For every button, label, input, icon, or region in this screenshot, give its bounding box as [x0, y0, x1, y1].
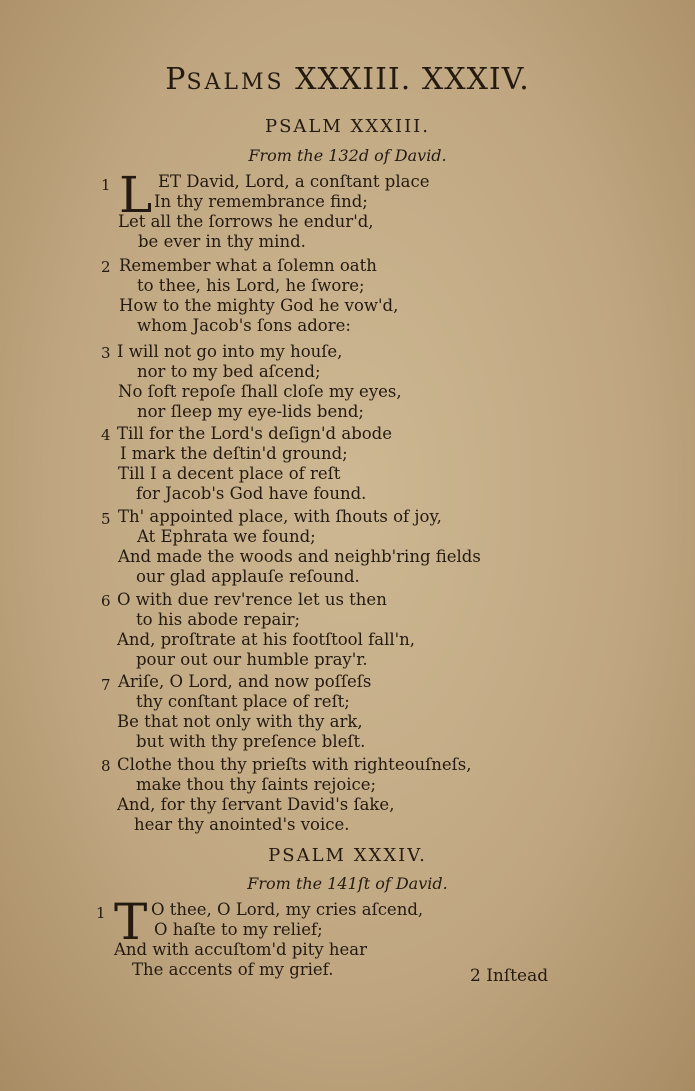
verse-line: for Jacob's God have found. [136, 484, 367, 503]
verse-number: 2 [101, 258, 111, 276]
verse-number: 4 [101, 426, 111, 444]
verse-number: 8 [101, 757, 111, 775]
verse-line: Remember what a ſolemn oath [119, 256, 377, 275]
psalm-33-title: PSALM XXXIII. [264, 116, 431, 137]
verse-line: I will not go into my houſe, [117, 342, 343, 361]
verse-line: In thy remembrance find; [154, 192, 368, 211]
verse-number: 6 [101, 592, 111, 610]
header-prefix-first: P [165, 62, 187, 97]
verse-line: O haſte to my relief; [154, 920, 323, 939]
verse-line: And with accuſtom'd pity hear [114, 940, 368, 959]
catchword: 2 Inſtead [470, 966, 549, 986]
verse-line: to thee, his Lord, he ſwore; [137, 276, 365, 295]
verse-line: At Ephrata we found; [137, 527, 316, 546]
verse-line: How to the mighty God he vow'd, [119, 296, 399, 315]
verse-line: I mark the deſtin'd ground; [120, 444, 348, 463]
verse-number: 7 [101, 676, 111, 694]
drop-cap: L [119, 166, 153, 224]
verse-line: thy conſtant place of reſt; [136, 692, 350, 711]
drop-cap: T [114, 893, 148, 951]
verse-line: O thee, O Lord, my cries aſcend, [151, 900, 424, 919]
verse-line: Be that not only with thy ark, [117, 712, 363, 731]
verse-line: hear thy anointed's voice. [134, 815, 350, 834]
verse-line: And made the woods and neighb'ring fields [118, 547, 481, 566]
verse-line: Clothe thou thy prieſts with righteouſneſs, [117, 755, 472, 774]
verse-line: to his abode repair; [136, 610, 301, 629]
verse-number: 3 [101, 344, 111, 362]
verse-number: 5 [101, 510, 111, 528]
verse-line: pour out our humble pray'r. [136, 650, 368, 669]
verse-line: but with thy preſence bleſt. [136, 732, 366, 751]
verse-line: Till I a decent place of reſt [118, 464, 341, 483]
verse-line: Till for the Lord's deſign'd abode [117, 424, 393, 443]
verse-line: Th' appointed place, with ſhouts of joy, [118, 507, 442, 526]
psalm-34-subtitle: From the 141ſt of David. [247, 874, 448, 893]
verse-line: nor to my bed aſcend; [137, 362, 321, 381]
verse-line: Ariſe, O Lord, and now poſſeſs [118, 672, 372, 691]
verse-line: nor ſleep my eye-lids bend; [137, 402, 364, 421]
verse-line: make thou thy ſaints rejoice; [136, 775, 377, 794]
verse-line: O with due rev'rence let us then [117, 590, 387, 609]
psalm-34-title: PSALM XXXIV. [268, 845, 427, 866]
psalm-33-subtitle: From the 132d of David. [248, 146, 447, 165]
running-header [0, 62, 695, 97]
verse-line: Let all the ſorrows he endur'd, [118, 212, 374, 231]
verse-line: ET David, Lord, a conſtant place [158, 172, 430, 191]
verse-line: No ſoft repoſe ſhall cloſe my eyes, [118, 382, 402, 401]
header-numbers: XXXIII. XXXIV. [295, 62, 530, 97]
verse-number: 1 [101, 176, 111, 194]
verse-line: whom Jacob's ſons adore: [137, 316, 351, 335]
verse-line: be ever in thy mind. [138, 232, 306, 251]
verse-line: The accents of my grief. [132, 960, 334, 979]
header-prefix-rest: SALMS [186, 70, 285, 95]
verse-line: And, proſtrate at his footſtool fall'n, [117, 630, 416, 649]
verse-line: our glad applauſe reſound. [136, 567, 360, 586]
verse-line: And, for thy ſervant David's ſake, [117, 795, 395, 814]
verse-number: 1 [96, 904, 106, 922]
